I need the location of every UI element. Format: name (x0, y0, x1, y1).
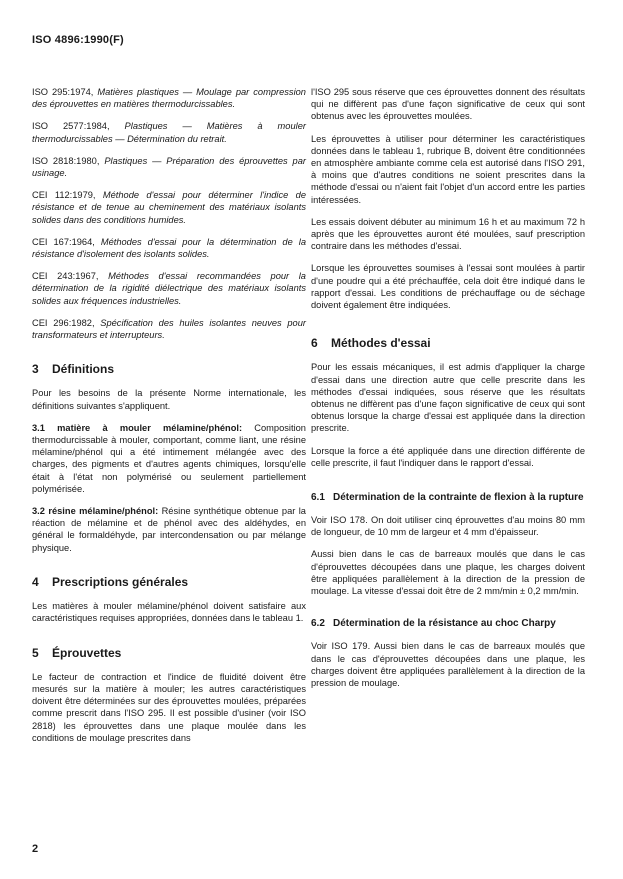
normative-references (32, 86, 306, 341)
section-6-1-text-1: Voir ISO 178. On doit utiliser cinq éprouvettes d'au moins 80 mm de longueur, de 10 mm de largeur et 4 mm d'épaisseur. (311, 515, 585, 538)
left-column (32, 86, 306, 754)
right-column (311, 86, 585, 699)
reference-item: CEI 243:1967, Méthodes d'essai recommandées pour la détermination de la rigidité diélectrique des matériaux isolants solides aux fréquences industrielles. (32, 271, 306, 306)
section-6-2-heading: 6.2 Détermination de la résistance au choc Charpy (311, 618, 556, 630)
section-6-2-text: Voir ISO 179. Aussi bien dans le cas de barreaux moulés que dans le cas d'éprouvettes découpées dans une plaque, les charges doivent être appliquées parallèlement à la direction de la pression de moulage. (311, 641, 585, 688)
section-4-text: Les matières à mouler mélamine/phénol doivent satisfaire aux caractéristiques requises appropriées, données dans le tableau 1. (32, 601, 306, 624)
section-6-text-2: Lorsque la force a été appliquée dans une direction différente de celle prescrite, il faut l'indiquer dans le rapport d'essai. (311, 445, 585, 468)
preheating-paragraph: Lorsque les éprouvettes soumises à l'essai sont moulées à partir d'une poudre qui a été préchauffée, cela doit être indiqué dans le rapport d'essai. Les conditions de préchauffage ou de séchage doivent également être indiquées. (311, 263, 585, 311)
section-3-intro: Pour les besoins de la présente Norme internationale, les définitions suivantes s'appliquent. (32, 388, 306, 411)
section-6-1-heading: 6.1 Détermination de la contrainte de flexion à la rupture (311, 492, 584, 504)
section-5-heading: 5 Éprouvettes (32, 645, 122, 660)
reference-item: ISO 2818:1980, Plastiques — Préparation des éprouvettes par usinage. (32, 155, 306, 179)
section-6-text-1: Pour les essais mécaniques, il est admis d'appliquer la charge d'essai dans une direction autre que celle prescrite dans les méthodes d'essai indiquées, sous réserve que les résultats obtenus ne diffèrent pas d'une façon significative de ceux qui sont obtenus lorsque la charge d'essai est appliquée dans la direction prescrite. (311, 362, 585, 434)
reference-item: CEI 112:1979, Méthode d'essai pour déterminer l'indice de résistance et de tenue au cheminement des matériaux isolants solides dans des conditions humides. (32, 190, 307, 225)
reference-item: CEI 296:1982, Spécification des huiles isolantes neuves pour transformateurs et interrupteurs. (32, 317, 306, 341)
reference-item: CEI 167:1964, Méthodes d'essai pour la détermination de la résistance d'isolement des isolants solides. (32, 236, 306, 260)
definition-3-1: 3.1 matière à mouler mélamine/phénol: Composition thermodurcissable à mouler, comportant, comme liant, une résine mélamine/phénol qui a été intimement mélangée avec des charges, des pigments et d'autres agents chimiques, lorsqu'elle était à l'état non polymérisé ou seulement partiellement polymérisée. (32, 422, 306, 494)
section-5-text: Le facteur de contraction et l'indice de fluidité doivent être mesurés sur la matière à mouler; les autres caractéristiques doivent être déterminées sur des éprouvettes moulées, préparées comme prescrit dans l'ISO 295. Il est possible d'usiner (voir ISO 2818) les éprouvettes dans une plaque moulée dans les conditions de moulage prescrites dans (32, 671, 306, 743)
section-5-continued: l'ISO 295 sous réserve que ces éprouvettes donnent des résultats qui ne diffèrent pas d'une façon significative de ceux qui sont obtenus avec les éprouvettes moulées. (311, 87, 585, 122)
document-id: ISO 4896:1990(F) (32, 34, 124, 46)
section-4-heading: 4 Prescriptions générales (32, 574, 189, 589)
section-6-heading: 6 Méthodes d'essai (311, 336, 431, 351)
section-3-heading: 3 Définitions (32, 362, 114, 377)
definition-3-2: 3.2 résine mélamine/phénol: Résine synthétique obtenue par la réaction de mélamine et de phénol avec des aldéhydes, en général le formaldéhyde, par intercondensation ou par mélange physique. (32, 506, 306, 553)
page-number: 2 (32, 843, 39, 855)
timing-paragraph: Les essais doivent débuter au minimum 16 h et au maximum 72 h après que les éprouvettes auront été moulées, sauf prescription contraire dans les méthodes d'essai. (311, 216, 585, 252)
reference-item: ISO 2577:1984, Plastiques — Matières à mouler thermodurcissables — Détermination du retrait. (32, 121, 306, 144)
section-6-1-text-2: Aussi bien dans le cas de barreaux moulés que dans le cas d'éprouvettes découpées dans une plaque, les charges doivent être appliquées parallèlement à la direction de la pression de moulage. La vitesse d'essai doit être de 2 mm/min ± 0,2 mm/min. (311, 549, 585, 597)
reference-item: ISO 295:1974, Matières plastiques — Moulage par compression des éprouvettes en matières thermodurcissables. (32, 87, 306, 110)
conditioning-paragraph: Les éprouvettes à utiliser pour déterminer les caractéristiques données dans le tableau 1, rubrique B, doivent être conditionnées en atmosphère ambiante comme cela est autorisé dans l'ISO 291, à moins que d'autres conditions ne soient prescrites dans la méthode d'essai ou n'aient fait l'objet d'un accord entre les parties intéressées. (311, 133, 585, 205)
